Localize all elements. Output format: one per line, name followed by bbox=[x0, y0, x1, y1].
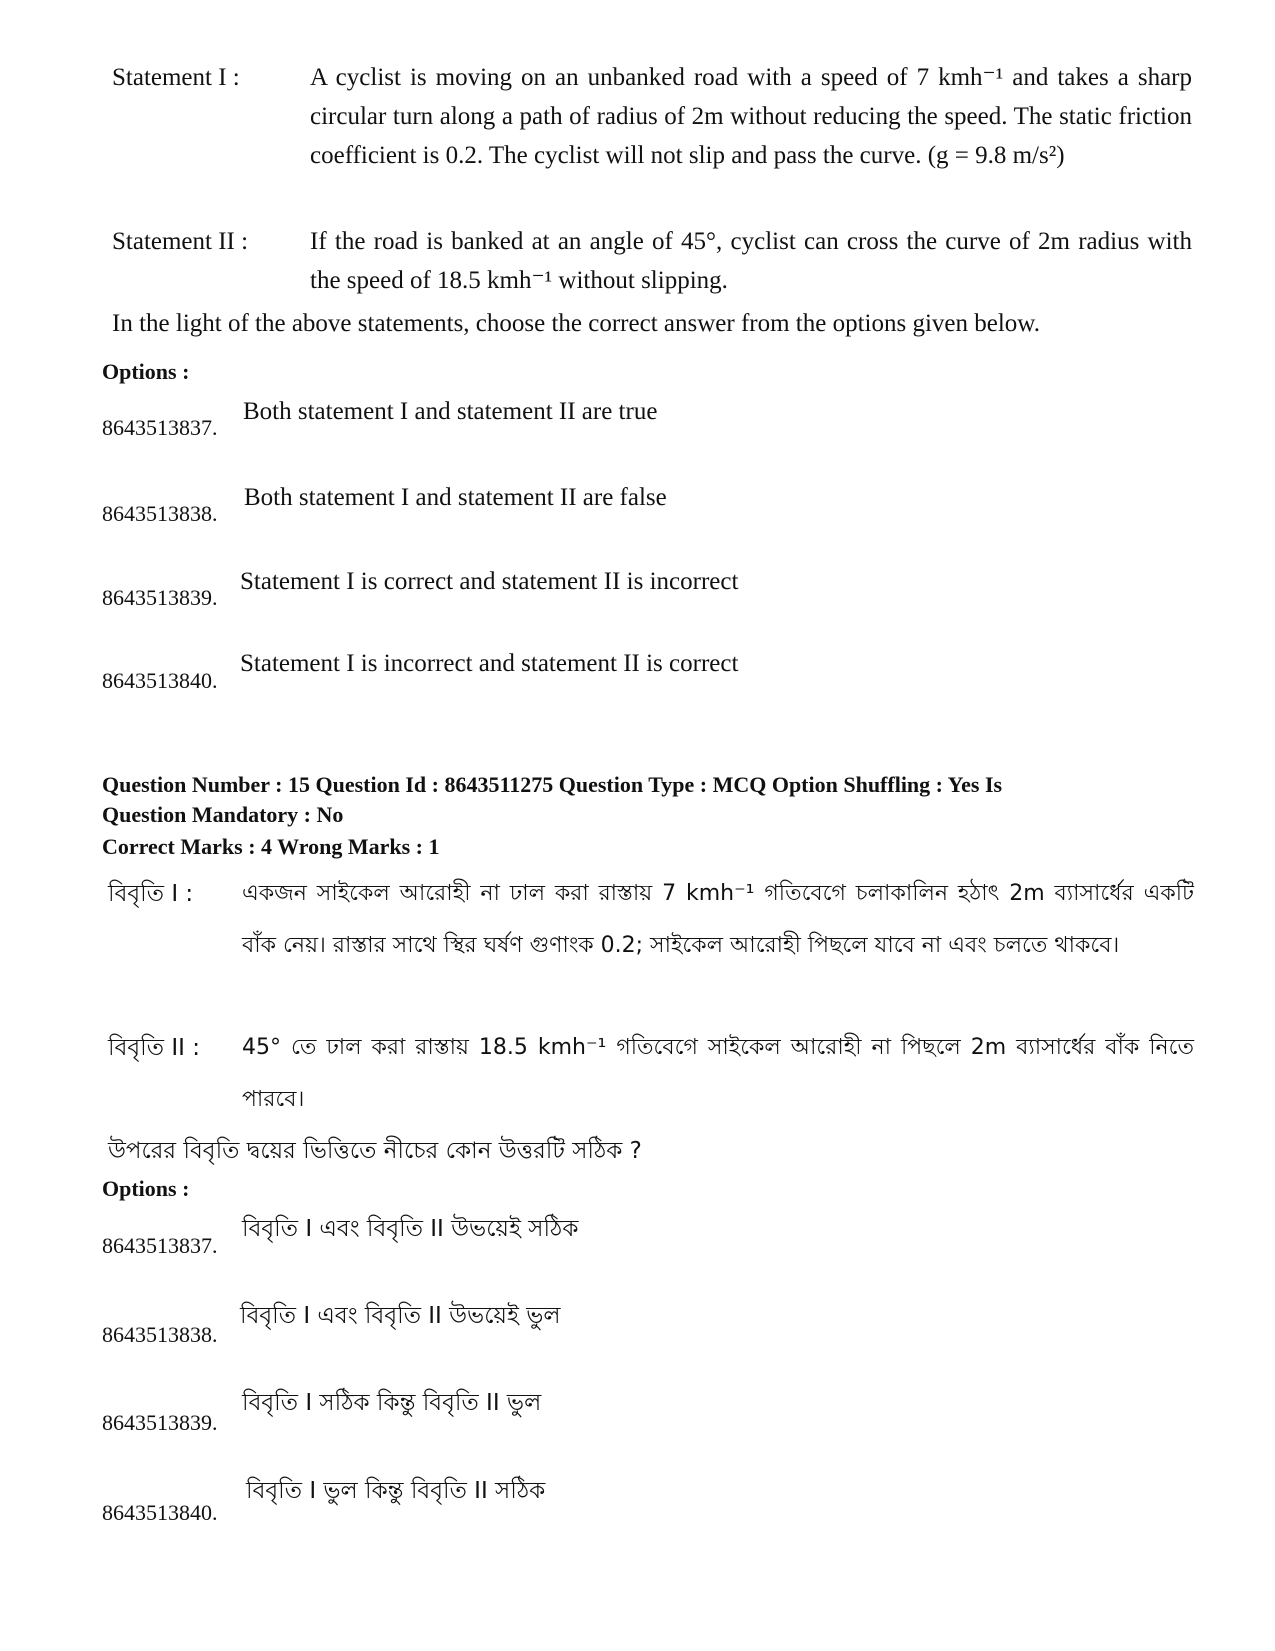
option-id: 8643513839. bbox=[102, 1410, 218, 1435]
statement-1-en bbox=[112, 58, 1192, 175]
question-prompt-en: In the light of the above statements, choose the correct answer from the options given below. bbox=[112, 310, 1040, 337]
option-id: 8643513838. bbox=[102, 1322, 218, 1347]
statement-2-text: If the road is banked at an angle of 45°, cyclist can cross the curve of 2m radius with the speed of 18.5 kmh⁻¹ without slipping. bbox=[310, 228, 1192, 294]
option-id: 8643513837. bbox=[102, 415, 218, 440]
statement-1-text: A cyclist is moving on an unbanked road with a speed of 7 kmh⁻¹ and takes a sharp circular turn along a path of radius of 2m without reducing the speed. The static friction coefficient is 0.2. The cyclist will not slip and pass the curve. (g = 9.8 m/s²) bbox=[310, 64, 1192, 169]
option-text: Both statement I and statement II are true bbox=[243, 398, 658, 425]
statement-2-text-bn: 45° তে ঢাল করা রাস্তায় 18.5 kmh⁻¹ গতিবেগে সাইকেল আরোহী না পিছলে 2m ব্যাসার্ধের বাঁক নিতে পারবে। bbox=[242, 1035, 1194, 1112]
option-text: বিবৃতি I সঠিক কিন্তু বিবৃতি II ভুল bbox=[242, 1390, 542, 1416]
statement-2-bn bbox=[108, 1022, 1194, 1126]
statement-2-label: Statement II : bbox=[112, 228, 249, 255]
option-id: 8643513840. bbox=[102, 1500, 218, 1525]
option-text: Statement I is correct and statement II is incorrect bbox=[240, 568, 739, 595]
question-meta-line-3: Correct Marks : 4 Wrong Marks : 1 bbox=[102, 834, 440, 859]
option-id: 8643513839. bbox=[102, 585, 218, 610]
option-text: বিবৃতি I এবং বিবৃতি II উভয়েই ভুল bbox=[240, 1303, 561, 1329]
option-text: বিবৃতি I এবং বিবৃতি II উভয়েই সঠিক bbox=[242, 1216, 579, 1242]
statement-1-label: Statement I : bbox=[112, 64, 240, 91]
option-id: 8643513838. bbox=[102, 501, 218, 526]
option-text: Both statement I and statement II are false bbox=[244, 484, 667, 511]
option-text: Statement I is incorrect and statement II is correct bbox=[240, 650, 739, 677]
option-id: 8643513837. bbox=[102, 1233, 218, 1258]
statement-2-label-bn: বিবৃতি II : bbox=[108, 1035, 200, 1061]
statement-2-en bbox=[112, 222, 1192, 300]
statement-1-bn bbox=[108, 868, 1194, 972]
statement-1-text-bn: একজন সাইকেল আরোহী না ঢাল করা রাস্তায় 7 kmh⁻¹ গতিবেগে চলাকালিন হঠাৎ 2m ব্যাসার্ধের একটি বাঁক নেয়। রাস্তার সাথে স্থির ঘর্ষণ গুণাংক 0.2; সাইকেল আরোহী পিছলে যাবে না এবং চলতে থাকবে। bbox=[242, 881, 1194, 958]
question-meta-line-2: Question Mandatory : No bbox=[102, 802, 344, 827]
question-meta-line-1: Question Number : 15 Question Id : 8643511275 Question Type : MCQ Option Shuffling : Yes Is bbox=[102, 772, 1003, 797]
options-heading-bn: Options : bbox=[102, 1176, 190, 1201]
question-prompt-bn: উপরের বিবৃতি দ্বয়ের ভিত্তিতে নীচের কোন উত্তরটি সঠিক ? bbox=[108, 1138, 642, 1164]
option-text: বিবৃতি I ভুল কিন্তু বিবৃতি II সঠিক bbox=[246, 1478, 546, 1504]
statement-1-label-bn: বিবৃতি I : bbox=[108, 881, 194, 907]
option-id: 8643513840. bbox=[102, 668, 218, 693]
options-heading-en: Options : bbox=[102, 359, 190, 384]
